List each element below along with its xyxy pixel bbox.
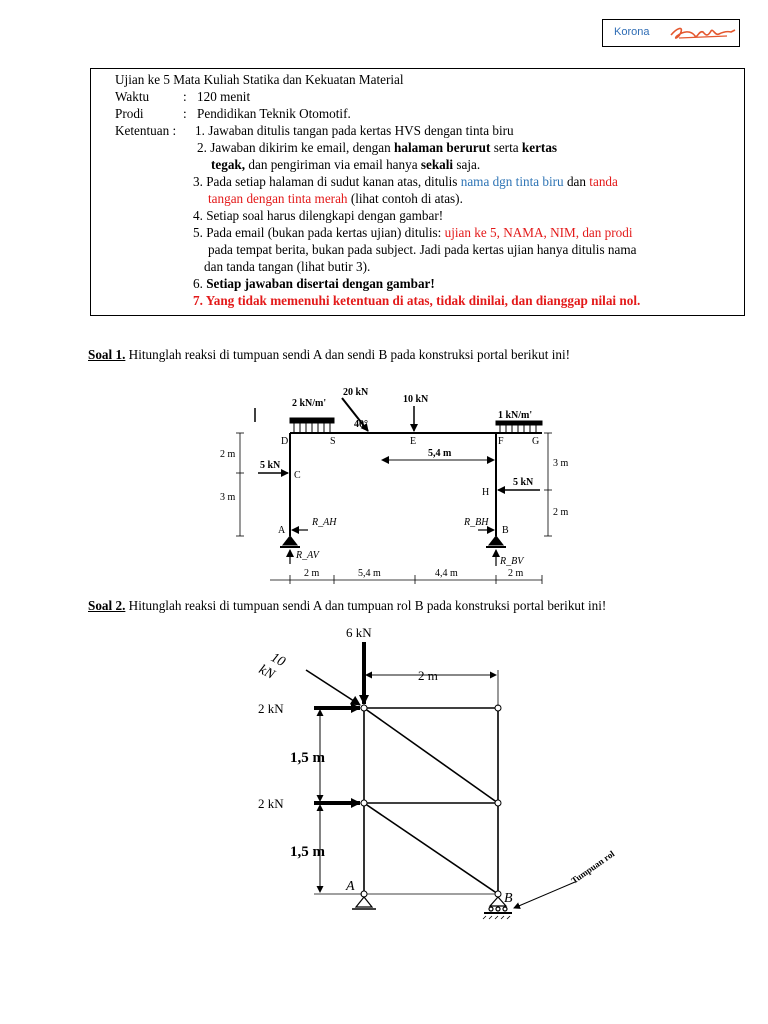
rule-4: 4. Setiap soal harus dilengkapi dengan gambar! <box>193 208 444 223</box>
ketentuan-label: Ketentuan : <box>115 123 177 138</box>
prodi-sep: : <box>183 106 187 121</box>
fig2-load-6: 6 kN <box>346 625 372 640</box>
fig2-pt-B: B <box>504 891 513 906</box>
fig2-load-10a: 10 <box>268 650 288 671</box>
fig1-dim-2m-left: 2 m <box>220 449 236 460</box>
fig1-pt-S: S <box>330 436 336 447</box>
fig2-dim-15-a: 1,5 m <box>290 750 325 766</box>
fig1-load-10: 10 kN <box>403 394 429 405</box>
signature-icon <box>669 22 739 46</box>
fig1-bot-1: 2 m <box>304 568 320 579</box>
fig1-bot-4: 2 m <box>508 568 524 579</box>
rule-3-line1: 3. Pada setiap halaman di sudut kanan atas, ditulis nama dgn tinta biru dan tanda <box>193 174 618 189</box>
fig1-pt-G: G <box>532 436 540 447</box>
fig2-roller-label: Tumpuan rol <box>569 848 617 886</box>
figure-2-truss <box>240 620 660 920</box>
fig1-pt-E: E <box>410 436 417 447</box>
soal-2-heading: Soal 2. Hitunglah reaksi di tumpuan sendi A dan tumpuan rol B pada konstruksi portal berikut ini! <box>88 598 607 613</box>
fig1-pt-H: H <box>482 487 490 498</box>
fig1-pt-C: C <box>294 470 301 481</box>
rule-2-line1: 2. Jawaban dikirim ke email, dengan halaman berurut serta kertas <box>197 140 558 155</box>
waktu-label: Waktu <box>115 89 150 104</box>
waktu-sep: : <box>183 89 187 104</box>
fig2-load-2-top: 2 kN <box>258 701 284 716</box>
name-signature-box <box>602 19 740 47</box>
fig1-dim-2m-right: 2 m <box>553 507 569 518</box>
fig1-pt-D: D <box>281 436 289 447</box>
rule-3-line2: tangan dengan tinta merah (lihat contoh di atas). <box>208 191 463 206</box>
exam-title: Ujian ke 5 Mata Kuliah Statika dan Kekuatan Material <box>115 72 404 87</box>
rule-5-line2: pada tempat berita, bukan pada subject. Jadi pada kertas ujian hanya ditulis nama <box>208 242 637 257</box>
waktu-value: 120 menit <box>197 89 251 104</box>
fig1-pt-A: A <box>278 525 286 536</box>
rule-2-line2: tegak, dan pengiriman via email hanya sekali saja. <box>211 157 481 172</box>
fig2-pt-A: A <box>346 879 355 894</box>
fig1-load-5-right: 5 kN <box>513 477 534 488</box>
fig2-load-10b: kN <box>256 662 277 683</box>
fig2-dim-top: 2 m <box>418 668 438 683</box>
fig1-dim-3m-right: 3 m <box>553 458 569 469</box>
fig1-angle: 40° <box>354 419 368 430</box>
rule-1: 1. Jawaban ditulis tangan pada kertas HVS dengan tinta biru <box>195 123 514 138</box>
fig1-bot-3: 4,4 m <box>435 568 458 579</box>
fig1-load-20: 20 kN <box>343 387 369 398</box>
fig1-R-AV: R_AV <box>296 550 319 561</box>
fig1-pt-B: B <box>502 525 509 536</box>
prodi-label: Prodi <box>115 106 144 121</box>
rule-7: 7. Yang tidak memenuhi ketentuan di atas, tidak dinilai, dan dianggap nilai nol. <box>193 293 641 308</box>
fig2-load-2-mid: 2 kN <box>258 796 284 811</box>
fig2-dim-15-b: 1,5 m <box>290 844 325 860</box>
fig1-udl-right: 1 kN/m' <box>498 410 533 421</box>
figure-1-portal <box>210 378 570 588</box>
fig1-pt-F: F <box>498 436 504 447</box>
soal-1-heading: Soal 1. Hitunglah reaksi di tumpuan sendi A dan sendi B pada konstruksi portal berikut ini! <box>88 347 571 362</box>
fig1-dim-3m-left: 3 m <box>220 492 236 503</box>
prodi-value: Pendidikan Teknik Otomotif. <box>197 106 351 121</box>
fig1-R-AH: R_AH <box>312 517 337 528</box>
rule-5-line1: 5. Pada email (bukan pada kertas ujian) ditulis: ujian ke 5, NAMA, NIM, dan prodi <box>193 225 633 240</box>
fig1-R-BV: R_BV <box>500 556 524 567</box>
exam-rules-box <box>90 68 745 316</box>
name-text: Korona <box>614 26 650 38</box>
fig1-load-5-left: 5 kN <box>260 460 281 471</box>
fig1-bot-2: 5,4 m <box>358 568 381 579</box>
rule-6: 6. Setiap jawaban disertai dengan gambar! <box>193 276 435 291</box>
fig1-R-BH: R_BH <box>464 517 489 528</box>
fig1-dim-54-mid: 5,4 m <box>428 448 452 459</box>
rule-5-line3: dan tanda tangan (lihat butir 3). <box>204 259 371 274</box>
fig1-udl-left: 2 kN/m' <box>292 398 327 409</box>
